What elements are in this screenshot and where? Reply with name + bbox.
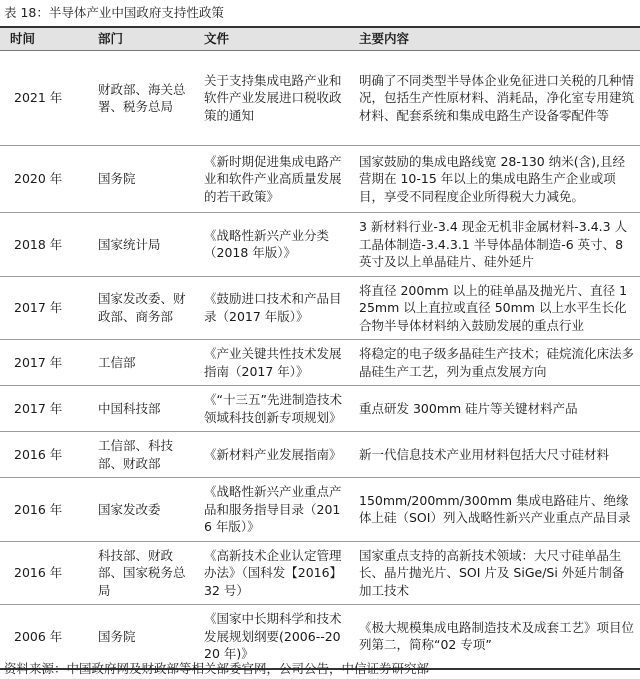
header-row (0, 27, 640, 51)
table-row (0, 478, 640, 542)
cell-content: 将稳定的电子级多晶硅生产技术；硅烷流化床法多晶硅生产工艺，列为重点发展方向 (349, 340, 640, 386)
col-header-dept: 部门 (88, 27, 194, 51)
table-row (0, 146, 640, 213)
cell-dept: 国务院 (88, 605, 194, 669)
table-header (0, 27, 640, 51)
cell-year: 2017 年 (0, 340, 88, 386)
cell-year: 2016 年 (0, 541, 88, 605)
cell-content: 明确了不同类型半导体企业免征进口关税的几种情况，包括生产性原材料、消耗品，净化室专用建筑材料、配套系统和集成电路生产设备零配件等 (349, 51, 640, 146)
cell-doc: 《新材料产业发展指南》 (194, 432, 349, 478)
col-header-time: 时间 (0, 27, 88, 51)
source-note: 资料来源：中国政府网及财政部等相关部委官网，公司公告，中信证券研究部 (4, 661, 430, 676)
cell-doc: 《新时期促进集成电路产业和软件产业高质量发展的若干政策》 (194, 146, 349, 213)
table-row (0, 276, 640, 340)
cell-year: 2016 年 (0, 478, 88, 542)
cell-content: 国家重点支持的高新技术领域：大尺寸硅单晶生长、晶片抛光片、SOI 片及 SiGe/Si 外延片制备加工技术 (349, 541, 640, 605)
cell-year: 2017 年 (0, 386, 88, 432)
table-row (0, 51, 640, 146)
table-row (0, 340, 640, 386)
cell-dept: 国务院 (88, 146, 194, 213)
table-row (0, 213, 640, 277)
table-caption: 表 18：半导体产业中国政府支持性政策 (4, 5, 224, 20)
cell-doc: 《战略性新兴产业重点产品和服务指导目录（2016 年版）》 (194, 478, 349, 542)
policy-table (0, 26, 640, 670)
cell-year: 2017 年 (0, 276, 88, 340)
table-body (0, 51, 640, 669)
cell-year: 2018 年 (0, 213, 88, 277)
table-row (0, 386, 640, 432)
cell-dept: 财政部、海关总署、税务总局 (88, 51, 194, 146)
cell-content: 3 新材料行业-3.4 现金无机非金属材料-3.4.3 人工晶体制造-3.4.3.1 半导体晶体制造-6 英寸、8 英寸及以上单晶硅片、硅外延片 (349, 213, 640, 277)
cell-content: 重点研发 300mm 硅片等关键材料产品 (349, 386, 640, 432)
cell-dept: 国家发改委、财政部、商务部 (88, 276, 194, 340)
table-row (0, 605, 640, 669)
cell-doc: 《“十三五”先进制造技术领域科技创新专项规划》 (194, 386, 349, 432)
cell-year: 2006 年 (0, 605, 88, 669)
cell-year: 2020 年 (0, 146, 88, 213)
cell-doc: 关于支持集成电路产业和软件产业发展进口税收政策的通知 (194, 51, 349, 146)
cell-dept: 工信部、科技部、财政部 (88, 432, 194, 478)
cell-year: 2016 年 (0, 432, 88, 478)
cell-dept: 国家发改委 (88, 478, 194, 542)
table-row (0, 432, 640, 478)
cell-dept: 中国科技部 (88, 386, 194, 432)
cell-content: 《极大规模集成电路制造技术及成套工艺》项目位列第二，简称“02 专项” (349, 605, 640, 669)
col-header-content: 主要内容 (349, 27, 640, 51)
cell-doc: 《高新技术企业认定管理办法》（国科发【2016】32 号） (194, 541, 349, 605)
cell-dept: 工信部 (88, 340, 194, 386)
cell-dept: 科技部、财政部、国家税务总局 (88, 541, 194, 605)
cell-doc: 《产业关键共性技术发展指南（2017 年）》 (194, 340, 349, 386)
cell-doc: 《国家中长期科学和技术发展规划纲要(2006--2020 年)》 (194, 605, 349, 669)
cell-content: 将直径 200mm 以上的硅单晶及抛光片、直径 125mm 以上直拉或直径 50mm 以上水平生长化合物半导体材料纳入鼓励发展的重点行业 (349, 276, 640, 340)
cell-content: 150mm/200mm/300mm 集成电路硅片、绝缘体上硅（SOI）列入战略性新兴产业重点产品目录 (349, 478, 640, 542)
cell-doc: 《鼓励进口技术和产品目录（2017 年版）》 (194, 276, 349, 340)
cell-content: 国家鼓励的集成电路线宽 28-130 纳米(含),且经营期在 10-15 年以上的集成电路生产企业或项目，享受不同程度企业所得税大力减免。 (349, 146, 640, 213)
table-row (0, 541, 640, 605)
col-header-doc: 文件 (194, 27, 349, 51)
cell-content: 新一代信息技术产业用材料包括大尺寸硅材料 (349, 432, 640, 478)
cell-dept: 国家统计局 (88, 213, 194, 277)
cell-year: 2021 年 (0, 51, 88, 146)
cell-doc: 《战略性新兴产业分类（2018 年版）》 (194, 213, 349, 277)
